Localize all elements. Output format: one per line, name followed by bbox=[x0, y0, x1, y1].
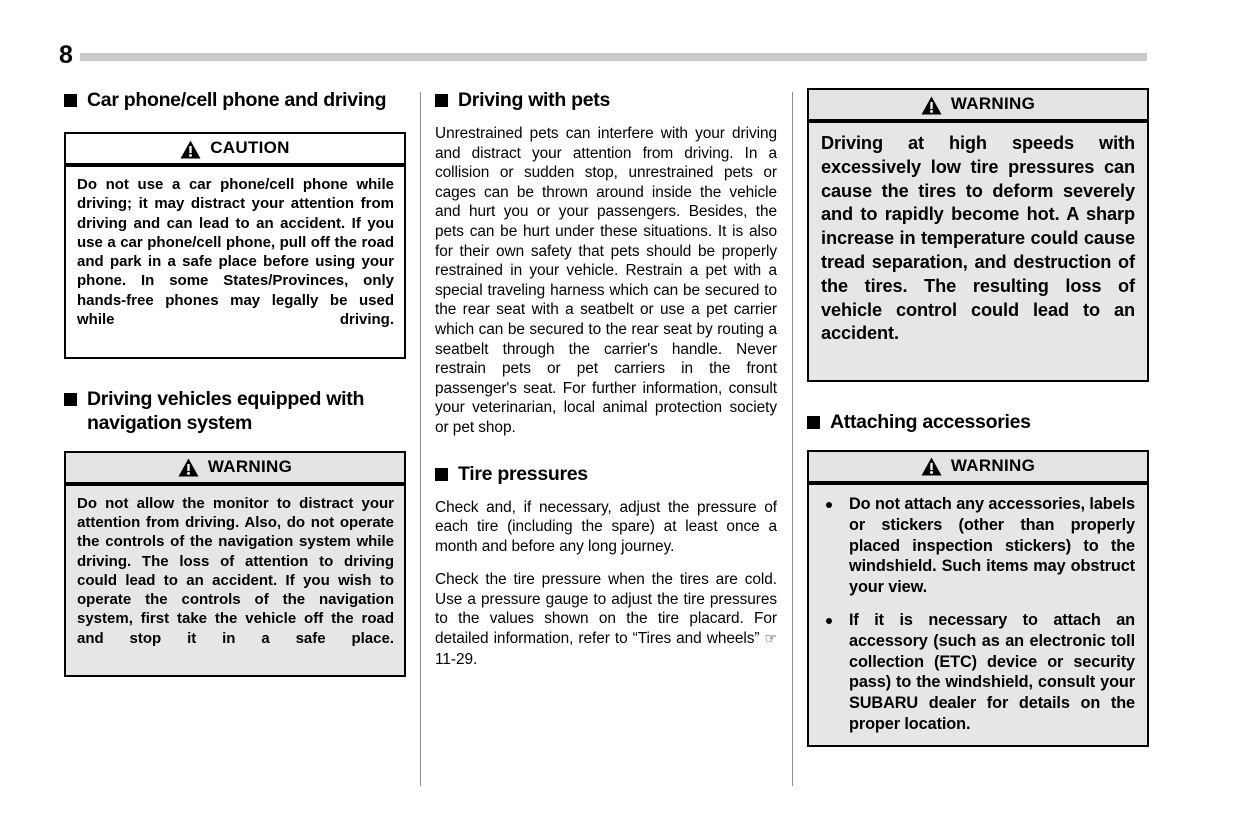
warning-body-text: Do not allow the monitor to distract your attention from driving. Also, do not operate the controls of the navigation system while driving. The loss of attention to driving could lead to an accident. If you wish to operate the controls of the navigation system, first take the vehicle off the road and stop it in a safe place. bbox=[77, 494, 394, 647]
column-middle bbox=[435, 88, 777, 669]
square-bullet-icon bbox=[807, 416, 820, 429]
column-left bbox=[64, 88, 406, 677]
column-divider-left bbox=[420, 92, 421, 786]
warning-label: WARNING bbox=[950, 94, 1036, 113]
column-divider-right bbox=[792, 92, 793, 786]
caution-label: CAUTION bbox=[210, 138, 290, 157]
tire-pressure-paragraph-2-text: Check the tire pressure when the tires are cold. Use a pressure gauge to adjust the tire pressures to the values shown on the tire placard. For detailed information, refer to “Tires and wheels” bbox=[435, 571, 777, 648]
list-item-text: Do not attach any accessories, labels or stickers (other than properly placed inspection stickers) to the windshield. Such items may obstruct your view. bbox=[849, 494, 1135, 597]
page-number: 8 bbox=[59, 41, 73, 69]
pets-paragraph-text: Unrestrained pets can interfere with your driving and distract your attention from driving. In a collision or sudden stop, unrestrained pets or cages can be thrown around inside the vehicle and hurt you or your passengers. Besides, the pets can be hurt under these situations. It is also for their own safety that pets should be properly restrained in your vehicle. Restrain a pet with a special traveling harness which can be secured to the rear seat with a seatbelt or use a pet carrier which can be secured to the rear seat by routing a seatbelt through the carrier's handle. Never restrain pets or pet carriers in the front passenger's seat. For further information, consult your veterinarian, local animal protection society or pet shop. bbox=[435, 125, 777, 436]
list-item bbox=[821, 494, 1135, 598]
warning-body-tire-pressure bbox=[807, 121, 1149, 382]
warning-header-accessories bbox=[807, 450, 1149, 483]
section-heading-text: Attaching accessories bbox=[830, 410, 1031, 433]
section-heading-text: Driving vehicles equipped with navigation system bbox=[87, 387, 365, 434]
pets-paragraph bbox=[435, 124, 777, 438]
warning-label: WARNING bbox=[950, 455, 1036, 475]
warning-header-tire-pressure bbox=[807, 88, 1149, 121]
section-heading-tire-pressures bbox=[435, 462, 777, 486]
header-rule bbox=[80, 53, 1147, 61]
warning-header-navigation bbox=[64, 451, 406, 484]
caution-body-text: Do not use a car phone/cell phone while driving; it may distract your attention from driving and can lead to an accident. If you use a car phone/cell phone, pull off the road and park in a safe place before using your phone. In some States/Provinces, only hands-free phones may legally be used while driving. bbox=[77, 176, 394, 329]
warning-body-text: Driving at high speeds with excessively low tire pressures can cause the tires to deform severely and to rapidly become hot. A sharp increase in temperature could cause tread separation, and destruction of the tires. The resulting loss of vehicle control could lead to an accident. bbox=[821, 133, 1135, 344]
square-bullet-icon bbox=[64, 393, 77, 406]
section-heading-attaching-accessories bbox=[807, 410, 1149, 434]
tire-pressure-paragraph-1 bbox=[435, 498, 777, 557]
section-heading-text: Driving with pets bbox=[458, 89, 610, 111]
section-heading-navigation bbox=[64, 387, 406, 435]
section-heading-driving-with-pets bbox=[435, 88, 777, 112]
cross-reference-target[interactable]: 11-29. bbox=[435, 650, 478, 668]
warning-triangle-icon bbox=[921, 457, 942, 476]
caution-body-car-phone bbox=[64, 165, 406, 359]
square-bullet-icon bbox=[64, 94, 77, 107]
list-item-text: If it is necessary to attach an accessory (such as an electronic toll collection (ETC) device or security pass) to the windshield, consult your SUBARU dealer for details on the proper location. bbox=[849, 610, 1135, 733]
warning-triangle-icon bbox=[921, 96, 942, 115]
warning-triangle-icon bbox=[180, 140, 201, 159]
page-content bbox=[0, 88, 1241, 798]
tire-pressure-paragraph-2 bbox=[435, 570, 777, 669]
warning-body-navigation bbox=[64, 484, 406, 678]
square-bullet-icon bbox=[435, 468, 448, 481]
warning-label: WARNING bbox=[207, 456, 293, 476]
page-header bbox=[0, 0, 1241, 78]
accessories-warning-list bbox=[809, 485, 1147, 745]
warning-body-accessories bbox=[807, 483, 1149, 747]
warning-triangle-icon bbox=[178, 458, 199, 477]
section-heading-text: Tire pressures bbox=[458, 462, 588, 485]
pointing-hand-icon: ☞ bbox=[764, 631, 777, 648]
caution-header-car-phone bbox=[64, 132, 406, 165]
square-bullet-icon bbox=[435, 94, 448, 107]
list-item bbox=[821, 610, 1135, 735]
tire-pressure-paragraph-1-text: Check and, if necessary, adjust the pressure of each tire (including the spare) at least once a month and before any long journey. bbox=[435, 498, 777, 555]
section-heading-text: Car phone/cell phone and driving bbox=[87, 89, 387, 111]
section-heading-car-phone bbox=[64, 88, 406, 112]
column-right bbox=[807, 88, 1149, 747]
